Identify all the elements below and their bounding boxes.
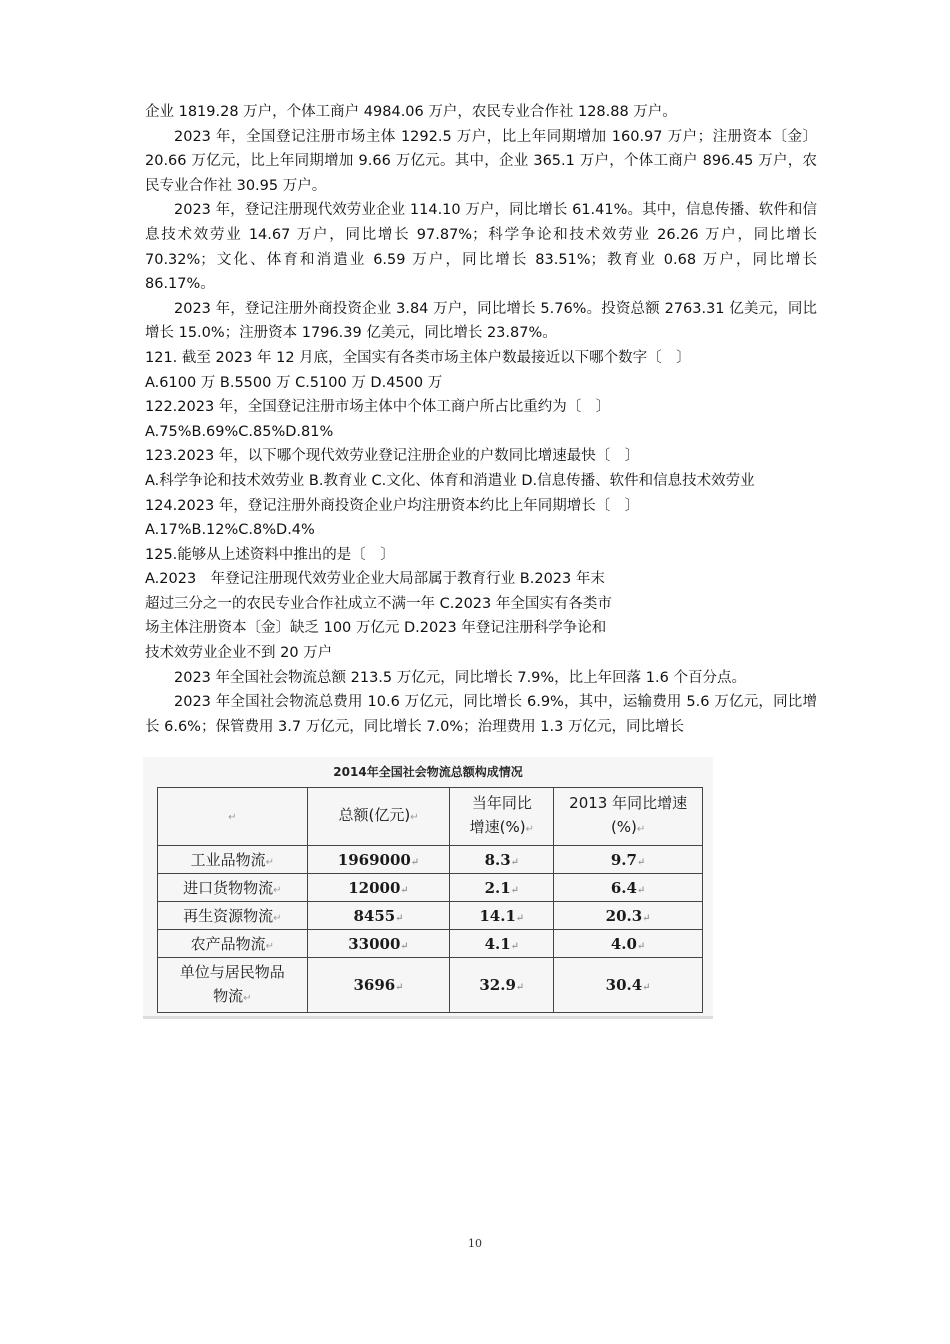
cell-growth: 14.1 [479, 906, 516, 925]
logistics-table-image [143, 757, 713, 1019]
figure-edge [143, 1016, 713, 1019]
question-124: 124.2023 年，登记注册外商投资企业户均注册资本约比上年同期增长〔 〕 [145, 497, 640, 514]
cell-total: 33000 [348, 934, 401, 953]
question-122: 122.2023 年，全国登记注册市场主体中个体工商户所占比重约为〔 〕 [145, 399, 611, 416]
paragraph-1: 企业 1819.28 万户，个体工商户 4984.06 万户，农民专业合作社 128.88 万户。 [145, 104, 677, 120]
cell-growth-2013: 6.4 [610, 878, 637, 897]
row-label: 工业品物流 [190, 851, 266, 869]
question-121: 121. 截至 2023 年 12 月底，全国实有各类市场主体户数最接近以下哪个数字〔 〕 [145, 349, 691, 366]
table-title: 2014年全国社会物流总额构成情况 [333, 765, 523, 779]
body-text [145, 100, 817, 739]
header-empty: ↵ [158, 788, 308, 846]
row-label-line2: 物流 [213, 986, 244, 1005]
header-growth: 当年同比 增速(%)↵ [450, 788, 554, 846]
cell-total: 8455 [353, 906, 396, 925]
row-label: 农产品物流 [190, 935, 266, 953]
table-header-row [158, 788, 703, 846]
header-total: 总额(亿元)↵ [307, 788, 450, 846]
header-growth-2013: 2013 年同比增速 (%)↵ [554, 788, 703, 846]
paragraph-6: 2023 年全国社会物流总费用 10.6 万亿元，同比增长 6.9%，其中，运输费用 5.6 万亿元，同比增长 6.6%；保管费用 3.7 万亿元，同比增长 7.0%；治理费用 1.3 万亿元，同比增长 [145, 694, 817, 735]
paragraph-2: 2023 年，全国登记注册市场主体 1292.5 万户，比上年同期增加 160.97 万户；注册资本〔金〕20.66 万亿元，比上年同期增加 9.66 万亿元。其中，企业 365.1 万户，个体工商户 896.45 万户，农民专业合作社 30.95 万户。 [145, 128, 817, 194]
logistics-table [157, 787, 703, 1013]
cell-growth-2013: 4.0 [610, 934, 637, 953]
cell-growth-2013: 30.4 [605, 976, 643, 994]
question-123: 123.2023 年，以下哪个现代效劳业登记注册企业的户数同比增速最快〔 〕 [145, 448, 640, 465]
cell-total: 12000 [348, 878, 401, 897]
page-number: 10 [468, 1237, 482, 1250]
table-row: 工业品物流↵ 1969000↵ 8.3↵ 9.7↵ [158, 846, 703, 874]
question-124-options: A.17%B.12%C.8%D.4% [145, 522, 315, 539]
table-row: 再生资源物流↵ 8455↵ 14.1↵ 20.3↵ [158, 902, 703, 930]
table-row: 单位与居民物品 物流↵ 3696↵ 32.9↵ 30.4↵ [158, 958, 703, 1013]
cell-growth: 4.1 [484, 934, 511, 953]
cell-growth-2013: 20.3 [605, 906, 643, 925]
paragraph-5: 2023 年全国社会物流总额 213.5 万亿元，同比增长 7.9%，比上年回落 1.6 个百分点。 [174, 669, 746, 686]
question-123-options: A.科学争论和技术效劳业 B.教育业 C.文化、体育和消遣业 D.信息传播、软件和信息技术效劳业 [145, 472, 755, 489]
question-121-options: A.6100 万 B.5500 万 C.5100 万 D.4500 万 [145, 374, 443, 391]
cell-growth-2013: 9.7 [610, 850, 637, 869]
question-122-options: A.75%B.69%C.85%D.81% [145, 423, 334, 440]
cell-growth: 8.3 [484, 850, 511, 869]
row-label: 再生资源物流 [183, 907, 274, 925]
paragraph-3: 2023 年，登记注册现代效劳业企业 114.10 万户，同比增长 61.41%。其中，信息传播、软件和信息技术效劳业 14.67 万户，同比增长 97.87%；科学争论和技术效劳业 26.26 万户，同比增长 70.32%；文化、体育和消遣业 6.59 万户，同比增长 83.51%；教育业 0.68 万户，同比增长 86.17%。 [145, 202, 817, 293]
cell-growth: 32.9 [479, 976, 516, 994]
question-125-options: A.2023 年登记注册现代效劳业企业大局部属于教育行业 B.2023 年末超过三分之一的农民专业合作社成立不满一年 C.2023 年全国实有各类市场主体注册资本〔金〕缺乏 100 万亿元 D.2023 年登记注册科学争论和技术效劳业企业不到 20 万户 [145, 571, 612, 662]
cell-growth: 2.1 [484, 878, 511, 897]
table-row: 农产品物流↵ 33000↵ 4.1↵ 4.0↵ [158, 930, 703, 958]
question-125: 125.能够从上述资料中推出的是〔 〕 [145, 546, 395, 563]
row-label-line1: 单位与居民物品 [179, 962, 285, 981]
table-row: 进口货物物流↵ 12000↵ 2.1↵ 6.4↵ [158, 874, 703, 902]
cell-total: 3696 [353, 976, 396, 994]
paragraph-4: 2023 年，登记注册外商投资企业 3.84 万户，同比增长 5.76%。投资总额 2763.31 亿美元，同比增长 15.0%；注册资本 1796.39 亿美元，同比增长 23.87%。 [145, 300, 817, 342]
row-label: 进口货物物流 [183, 879, 274, 897]
cell-total: 1969000 [337, 850, 411, 869]
